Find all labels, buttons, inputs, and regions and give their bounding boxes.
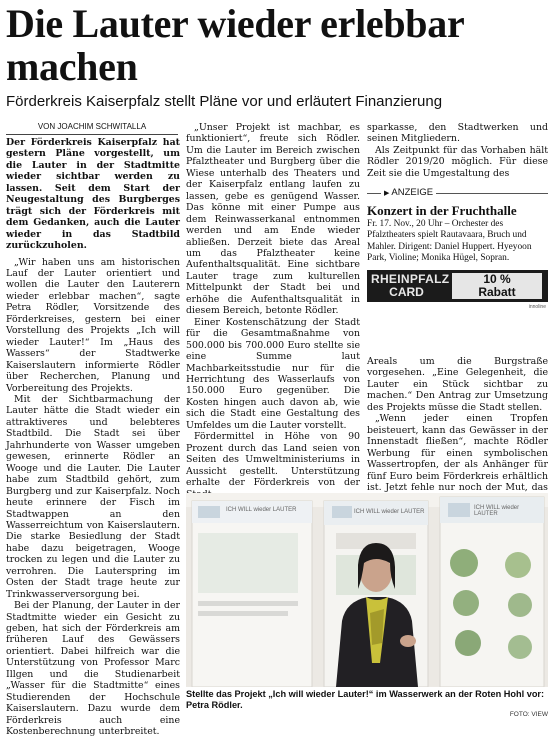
ad-tag: innoline	[528, 304, 546, 310]
body-paragraph: Als Zeitpunkt für das Vorhaben hält Rödler 2019/20 möglich. Für diese Zeit sie die Umgestaltung des	[367, 144, 548, 179]
card-brand-line1: RHEINPFALZ	[371, 272, 450, 286]
article-column-2	[186, 122, 360, 500]
photo-caption: Stellte das Projekt „Ich will wieder Lauter!“ im Wasserwerk an der Roten Hohl vor: Petra Rödler.	[186, 689, 545, 711]
banner-text-left: ICH WILL wieder LAUTER	[226, 507, 297, 513]
body-paragraph: Fördermittel in Höhe von 90 Prozent durch das Land seien von Seiten des Umweltministeriums in Aussicht gestellt. Unterstützung erhalte der Förderkreis von der	[186, 431, 360, 489]
ad-text: Fr. 17. Nov., 20 Uhr – Orchester des Pfalztheaters spielt Rautavaara, Bruch und Mahler. Dirigent: Daniel Huppert. Hyeyoon Park, Violine; Monika Hügel, Sopran.	[367, 219, 532, 264]
body-paragraph: Areals um die Burgstraße vorgesehen. „Eine Gelegenheit, die Lauter ein Stück sichtbar zu machen.“ Den Antrag zur Umsetzung des Projekts müsse die Stadt stellen.	[367, 356, 548, 413]
ad-label	[381, 186, 436, 201]
banner-text-right: ICH WILL wieder LAUTER	[474, 505, 520, 517]
photo-credit: FOTO: VIEW	[509, 711, 548, 718]
lead-paragraph: Der Förderkreis Kaiserpfalz hat gestern Pläne vorgestellt, um die Lauter in der Stadtmitte wieder sichtbar werden zu lassen. Seit dem Start der Neugestaltung des Burgberges trägt sich der Förderkreis mit dem Gedanken, auch die Lauter wieder in das Stadtbild zurückzuholen.	[6, 137, 180, 252]
article-column-3-continued	[367, 356, 548, 505]
body-paragraph: Bei der Planung, der Lauter in der Stadtmitte wieder ein Gesicht zu geben, hat sich der Förderkreis am früheren Lauf des Gewässers orientiert. Dabei hilfreich war die Unterstützung von Professor Marc Illgen und die Studienarbeit „Wasser für die Stadtmitte“ eines Studierenden der Hochschule Kaiserslautern. Dazu wurde dem Förderkreis auch eine Kostenberechnung unterbreitet.	[6, 600, 180, 738]
ad-title: Konzert in der Fruchthalle	[367, 203, 517, 218]
rheinpfalz-card-banner	[367, 270, 548, 302]
body-paragraph: „Wenn jeder einen Tropfen beisteuert, kann das Gewässer in der Innenstadt fließen“, machte Rödler Werbung für einen symbolischen Wassertropfen, der als Anhänger für fünf Euro beim Förderkreis erhältlich ist. Jetzt fehle nur noch der Mut, das	[367, 413, 548, 493]
body-paragraph: sparkasse, den Stadtwerken und seinen Mitgliedern.	[367, 122, 548, 145]
card-brand-line2: CARD	[389, 285, 424, 299]
triangle-icon: ▶	[384, 190, 390, 197]
body-paragraph: „Unser Projekt ist machbar, es funktioniert“, freute sich Rödler. Um die Lauter im Bereich zwischen Pfalztheater und Burgberg über die Wiese unterhalb des Theaters und der Kaiserpfalz entlang laufen zu lassen, gebe es genügend Wasser. Das könne mit einer Pumpe aus dem Reinwasserkanal entnommen werden und am Ende wieder abließen. Derzeit biete das Areal um das Pfalztheater keine Aufenthaltsqualität. Eine sichtbare Lauter trage zum kulturellen Mittelpunkt der Stadt bei und erhöhe die Aufenthaltsqualität in diesem Bereich, betonte Rödler.	[186, 122, 360, 317]
article-column-1	[6, 137, 180, 738]
ad-label-text: ANZEIGE	[391, 187, 434, 198]
body-paragraph: Mit der Sichtbarmachung der Lauter hätte die Stadt wieder ein attraktiveres und belebteres Stadtbild. Die Stadt sei über Jahrhunderte von Wasser umgeben gewesen, erinnerte Rödler an Wooge und die Lauter. Die Lauter habe zum Stadtbild gehört, zum Burgberg und zur Kaiserpfalz. Noch heute erinnere der Fisch im Stadtwappen an den Wasserreichtum von Kaiserslautern. Die starke Besiedlung der Stadt habe dazu beigetragen, Wooge trocken zu legen und die Lauter zu verrohren. Die Lauterspring im Osten der Stadt trage heute zur Trinkwasserversorgung bei.	[6, 393, 180, 600]
photo-illustration	[186, 493, 548, 687]
discount-badge	[452, 273, 542, 299]
discount-label: Rabatt	[478, 285, 516, 299]
headline: Die Lauter wieder erlebbar machen	[6, 1, 464, 89]
article-column-3	[367, 122, 548, 179]
advertisement	[367, 186, 548, 324]
discount-percent: 10 %	[483, 272, 511, 286]
banner-text-middle: ICH WILL wieder LAUTER	[354, 509, 425, 515]
subheadline: Förderkreis Kaiserpfalz stellt Pläne vor und erläutert Finanzierung	[6, 93, 443, 110]
article-photo	[186, 493, 548, 687]
body-paragraph: „Wir haben uns am historischen Lauf der Lauter orientiert und wollen die Lauter den Lauterern wieder erlebbar machen“, sagte Petra Rödler, Vorsitzende des Förderkreises, gestern bei einer Vorstellung des Projekts „Ich will wieder Lauter!“ Im „Haus des Wassers“ der Stadtwerke Kaiserslautern informierte Rödler über Recherchen, Planung und Vorbereitung des Projekts.	[6, 256, 180, 394]
byline: VON JOACHIM SCHWITALLA	[6, 122, 178, 135]
body-paragraph: Einer Kostenschätzung der Stadt für die Gesamtmaßnahme von 500.000 bis 700.000 Euro stellte sie eine Summe laut Machbarkeitsstudie nur für die Herrichtung des Wasserlaufs von 150.000 Euro gegenüber. Die Kosten hingen auch davon ab, wie sich die Stadt eine Gestaltung des Umfeldes um die Lauter vorstellt.	[186, 316, 360, 431]
